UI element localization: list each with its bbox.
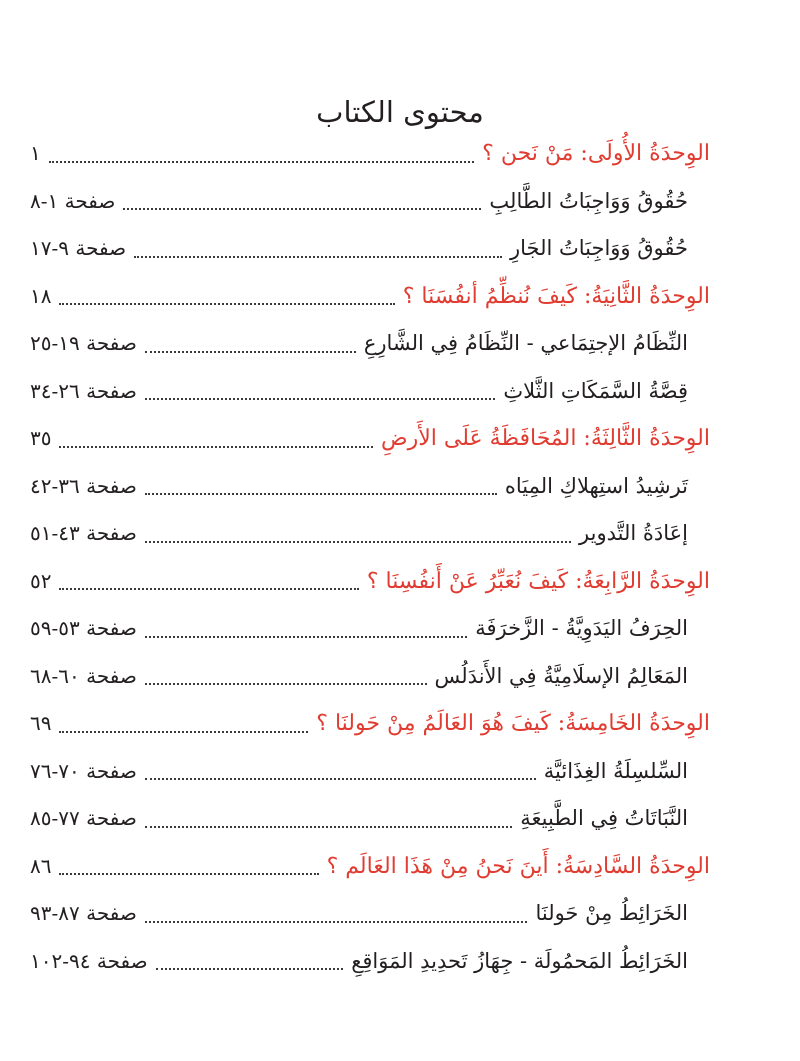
dot-leader xyxy=(59,588,358,590)
toc-page-ref: ٦٩ xyxy=(30,711,52,735)
toc-page-ref: صفحة ٩٤-١٠٢ xyxy=(30,948,148,973)
toc-lesson-student-rights[interactable] xyxy=(30,178,710,226)
dot-leader xyxy=(59,446,373,448)
toc-page-ref: صفحة ٤٣-٥١ xyxy=(30,521,137,545)
toc-lesson-neighbor-rights[interactable] xyxy=(30,225,710,273)
toc-page-ref: صفحة ٨٧-٩٣ xyxy=(30,901,137,925)
toc-entry-title: تَرشِيدُ استِهلاكِ المِيَاه xyxy=(504,473,688,498)
toc-lesson-food-chain[interactable] xyxy=(30,748,710,796)
toc-unit-5[interactable] xyxy=(30,700,710,748)
dot-leader xyxy=(145,636,467,638)
toc-unit-4[interactable] xyxy=(30,558,710,606)
toc-page-ref: صفحة ٥٣-٥٩ xyxy=(30,616,137,640)
toc-unit-6[interactable] xyxy=(30,843,710,891)
toc-entry-title: قِصَّةُ السَّمَكَاتِ الثَّلاثِ xyxy=(503,378,688,403)
toc-lesson-recycling[interactable] xyxy=(30,510,710,558)
toc-entry-title: النِّظَامُ الإجتِمَاعي - النِّظَامُ فِي الشَّارِعِ xyxy=(363,331,688,355)
toc-unit-2[interactable] xyxy=(30,273,710,321)
toc-entry-title: الحِرَفُ اليَدَوِيَّةُ - الزَّخرَفَة xyxy=(475,616,688,640)
toc-entry-title: الوِحدَةُ الثَّالِثَةُ: المُحَافَظَةُ عَلَى الأَرضِ xyxy=(381,426,710,451)
toc-page-ref: صفحة ٧٠-٧٦ xyxy=(30,758,137,783)
toc-entry-title: الوِحدَةُ الخَامِسَةُ: كَيفَ هُوَ العَالَمُ مِنْ حَولنَا ؟ xyxy=(316,711,710,736)
dot-leader xyxy=(145,683,427,685)
toc-unit-1[interactable] xyxy=(30,130,710,178)
toc-page-ref: ٥٢ xyxy=(30,568,52,593)
toc-entry-title: الوِحدَةُ الرَّابِعَةُ: كَيفَ نُعَبِّرُ عَنْ أَنفُسِنَا ؟ xyxy=(366,568,710,594)
toc-lesson-plants[interactable] xyxy=(30,795,710,843)
toc-lesson-handicrafts[interactable] xyxy=(30,605,710,653)
toc-lesson-andalusia[interactable] xyxy=(30,653,710,701)
dot-leader xyxy=(59,303,394,305)
toc-entry-title: الوِحدَةُ الثَّانِيَةُ: كَيفَ نُنظِّمُ أنفُسَنَا ؟ xyxy=(402,283,710,309)
toc-page-ref: ١٨ xyxy=(30,283,52,308)
toc-entry-title: إعَادَةُ التَّدوير xyxy=(579,521,688,545)
dot-leader xyxy=(156,968,344,970)
toc-page-ref: صفحة ١٩-٢٥ xyxy=(30,331,137,355)
toc-entry-title: السِّلسِلَةُ الغِذَائيَّة xyxy=(543,758,688,783)
toc-page-ref: صفحة ٣٦-٤٢ xyxy=(30,473,137,498)
toc-entry-title: النَّبَاتَاتُ فِي الطَّبِيعَةِ xyxy=(520,806,688,830)
toc-entry-title: الخَرَائِطُ المَحمُولَة - جِهَازُ تَحدِيدِ المَوَاقِعِ xyxy=(351,948,688,973)
toc-page-ref: صفحة ٢٦-٣٤ xyxy=(30,378,137,403)
toc-entry-title: المَعَالِمُ الإسلَامِيَّةُ فِي الأَندَلُس xyxy=(434,663,688,688)
dot-leader xyxy=(134,256,502,258)
toc-page-ref: صفحة ٦٠-٦٨ xyxy=(30,663,137,688)
dot-leader xyxy=(145,351,356,353)
table-of-contents xyxy=(30,130,710,985)
toc-lesson-three-fish[interactable] xyxy=(30,368,710,416)
dot-leader xyxy=(49,161,474,163)
dot-leader xyxy=(145,493,497,495)
toc-entry-title: الوِحدَةُ الأُولَى: مَنْ نَحن ؟ xyxy=(482,141,710,166)
toc-lesson-water-saving[interactable] xyxy=(30,463,710,511)
page-title: محتوى الكتاب xyxy=(316,95,484,129)
toc-page-ref: صفحة ١-٨ xyxy=(30,188,116,213)
dot-leader xyxy=(59,731,308,733)
toc-lesson-maps[interactable] xyxy=(30,890,710,938)
dot-leader xyxy=(145,826,512,828)
toc-entry-title: حُقُوقُ وَوَاجِبَاتُ الجَارِ xyxy=(509,236,688,260)
toc-entry-title: الخَرَائِطُ مِنْ حَولنَا xyxy=(535,901,688,925)
toc-entry-title: الوِحدَةُ السَّادِسَةُ: أَينَ نَحنُ مِنْ هَذَا العَالَم ؟ xyxy=(326,853,710,879)
dot-leader xyxy=(59,873,318,875)
dot-leader xyxy=(145,541,571,543)
dot-leader xyxy=(145,921,528,923)
toc-page-ref: ٨٦ xyxy=(30,853,52,878)
toc-page-ref: صفحة ٧٧-٨٥ xyxy=(30,806,137,830)
toc-lesson-social-order[interactable] xyxy=(30,320,710,368)
dot-leader xyxy=(145,398,496,400)
toc-page-ref: ١ xyxy=(30,141,41,165)
dot-leader xyxy=(123,208,481,210)
dot-leader xyxy=(145,778,536,780)
toc-unit-3[interactable] xyxy=(30,415,710,463)
toc-page-ref: صفحة ٩-١٧ xyxy=(30,236,127,260)
toc-lesson-gps[interactable] xyxy=(30,938,710,986)
toc-page-ref: ٣٥ xyxy=(30,426,52,450)
toc-entry-title: حُقُوقُ وَوَاجِبَاتُ الطَّالِبِ xyxy=(489,188,688,213)
